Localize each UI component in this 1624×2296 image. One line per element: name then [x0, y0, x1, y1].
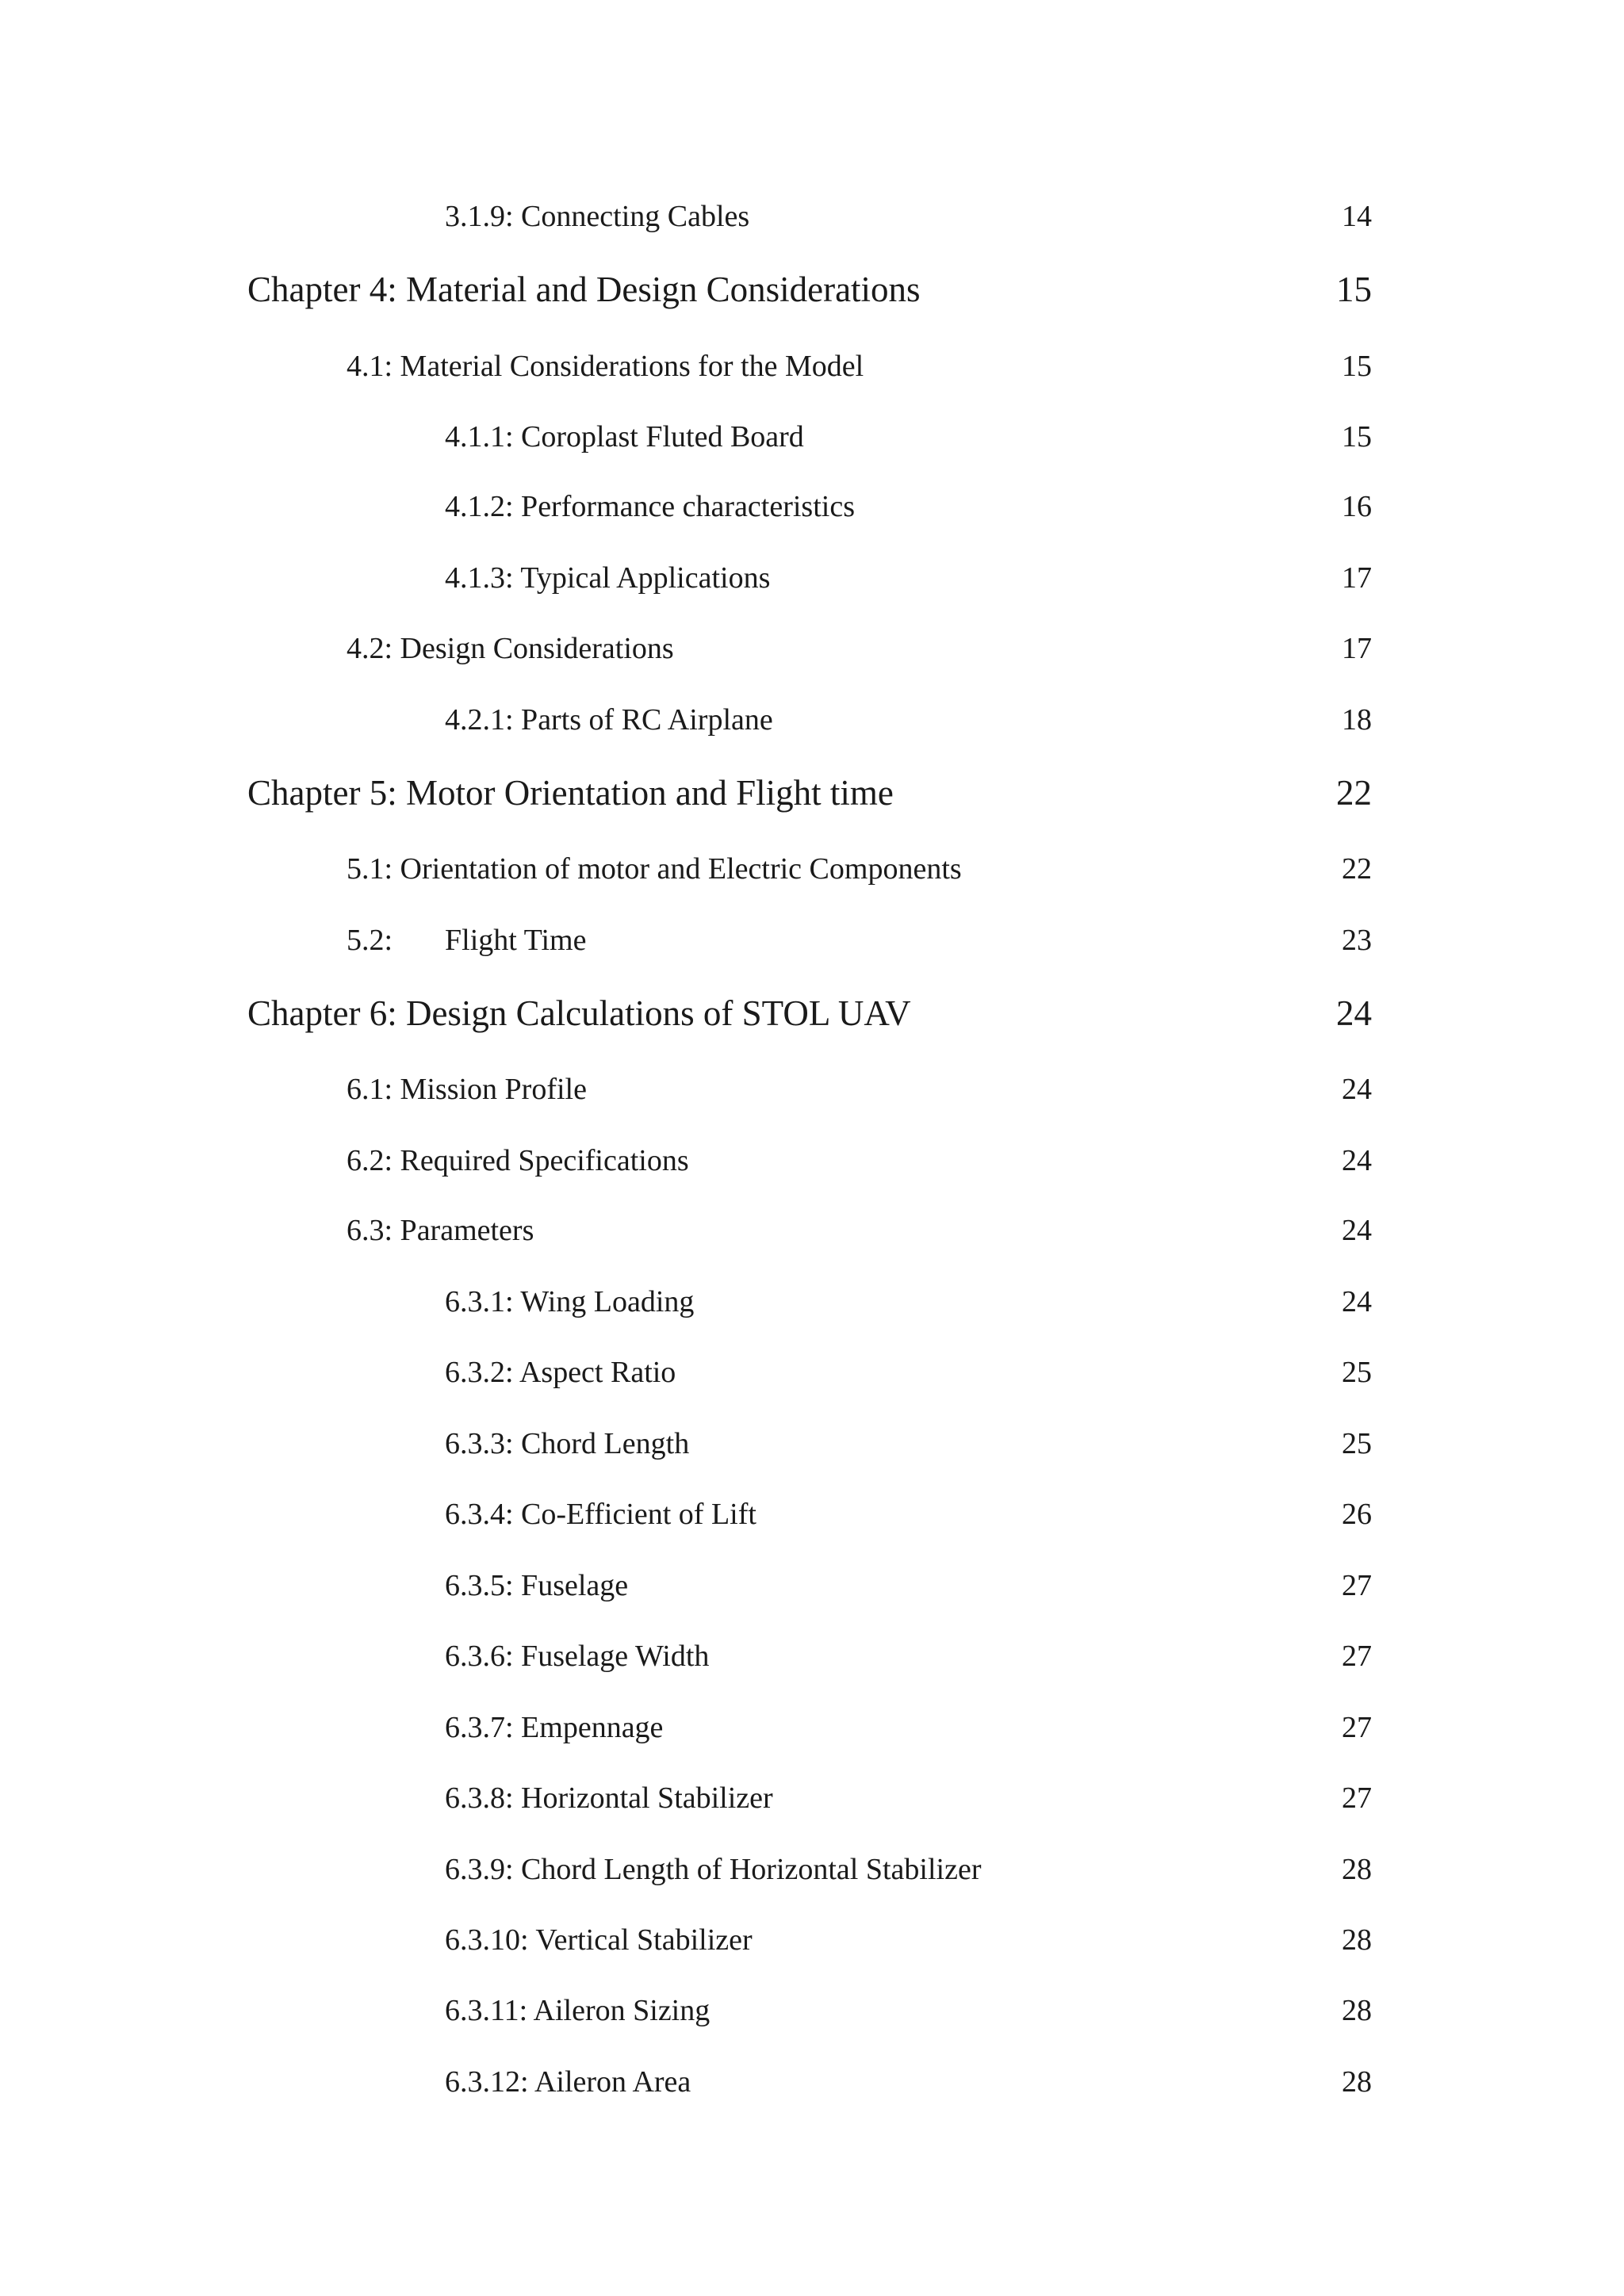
toc-page-number: 25	[1342, 1427, 1372, 1460]
toc-entry-6-3-1	[0, 1274, 1624, 1330]
toc-page-number: 17	[1342, 632, 1372, 665]
toc-page-number: 27	[1342, 1781, 1372, 1815]
toc-page-number: 18	[1342, 703, 1372, 737]
toc-page-number: 15	[1342, 420, 1372, 453]
toc-entry-label: 6.3.2: Aspect Ratio	[445, 1356, 676, 1389]
toc-entry-label: 4.1.2: Performance characteristics	[445, 490, 855, 523]
toc-entry-6-3-11	[0, 1983, 1624, 2038]
toc-entry-6-2	[0, 1133, 1624, 1188]
toc-entry-label: 3.1.9: Connecting Cables	[445, 200, 750, 233]
toc-page-number: 24	[1342, 1214, 1372, 1247]
toc-entry-label: 5.1: Orientation of motor and Electric Components	[347, 852, 962, 886]
toc-page-number: 23	[1342, 924, 1372, 957]
toc-entry-label: 6.3.11: Aileron Sizing	[445, 1994, 710, 2027]
toc-chapter-label: Chapter 5: Motor Orientation and Flight time	[247, 773, 894, 813]
toc-entry-label: 6.3.1: Wing Loading	[445, 1285, 695, 1318]
toc-entry-4-2	[0, 621, 1624, 676]
toc-entry-6-3-2	[0, 1345, 1624, 1400]
toc-entry-label: 6.3.9: Chord Length of Horizontal Stabilizer	[445, 1853, 982, 1886]
toc-entry-label: 6.2: Required Specifications	[347, 1144, 689, 1177]
toc-page-number: 24	[1342, 1073, 1372, 1106]
toc-entry-4-2-1	[0, 692, 1624, 748]
toc-entry-6-3-7	[0, 1700, 1624, 1755]
toc-entry-6-3-4	[0, 1487, 1624, 1542]
toc-entry-label: 6.3: Parameters	[347, 1214, 534, 1247]
toc-page-number: 15	[1336, 270, 1372, 309]
toc-entry-label: 4.2.1: Parts of RC Airplane	[445, 703, 773, 737]
toc-entry-label: 6.3.6: Fuselage Width	[445, 1640, 710, 1673]
toc-chapter-5	[0, 765, 1624, 821]
toc-page-number: 28	[1342, 1994, 1372, 2027]
toc-entry-label	[347, 913, 586, 968]
toc-entry-6-3-6	[0, 1628, 1624, 1684]
toc-entry-6-1	[0, 1062, 1624, 1117]
toc-page-number: 24	[1342, 1285, 1372, 1318]
toc-entry-label: 6.3.12: Aileron Area	[445, 2065, 691, 2099]
toc-entry-6-3-5	[0, 1558, 1624, 1613]
toc-page-number: 27	[1342, 1640, 1372, 1673]
toc-entry-label: 6.1: Mission Profile	[347, 1073, 587, 1106]
toc-chapter-4	[0, 262, 1624, 317]
toc-entry-5-2	[0, 913, 1624, 968]
toc-page-number: 28	[1342, 1853, 1372, 1886]
toc-entry-label: 6.3.10: Vertical Stabilizer	[445, 1923, 753, 1957]
toc-page-number: 28	[1342, 2065, 1372, 2099]
toc-entry-label: 6.3.5: Fuselage	[445, 1569, 629, 1602]
toc-entry-label: 6.3.7: Empennage	[445, 1711, 664, 1744]
toc-page-number: 26	[1342, 1498, 1372, 1531]
toc-entry-4-1-2	[0, 479, 1624, 534]
toc-entry-6-3-9	[0, 1842, 1624, 1897]
toc-chapter-6	[0, 985, 1624, 1041]
toc-page-number: 22	[1342, 852, 1372, 886]
toc-entry-4-1-3	[0, 550, 1624, 606]
toc-page-number: 27	[1342, 1711, 1372, 1744]
toc-entry-label: 4.1.1: Coroplast Fluted Board	[445, 420, 804, 453]
toc-entry-label: 4.1.3: Typical Applications	[445, 561, 771, 595]
toc-page-number: 25	[1342, 1356, 1372, 1389]
toc-entry-label: 4.2: Design Considerations	[347, 632, 674, 665]
toc-page-number: 15	[1342, 350, 1372, 383]
toc-entry-label: 6.3.8: Horizontal Stabilizer	[445, 1781, 773, 1815]
toc-entry-label: 6.3.3: Chord Length	[445, 1427, 690, 1460]
toc-entry-6-3-3	[0, 1416, 1624, 1471]
toc-entry-6-3-10	[0, 1912, 1624, 1968]
toc-page-number: 22	[1336, 773, 1372, 813]
toc-entry-6-3-8	[0, 1770, 1624, 1826]
toc-entry-5-1	[0, 841, 1624, 897]
toc-chapter-label: Chapter 4: Material and Design Considerations	[247, 270, 921, 309]
toc-entry-6-3-12	[0, 2054, 1624, 2110]
toc-page-number: 28	[1342, 1923, 1372, 1957]
toc-page-number: 16	[1342, 490, 1372, 523]
toc-entry-3-1-9	[0, 189, 1624, 244]
toc-entry-title: Flight Time	[445, 924, 587, 957]
toc-page-number: 27	[1342, 1569, 1372, 1602]
toc-page-number: 24	[1342, 1144, 1372, 1177]
toc-page-number: 17	[1342, 561, 1372, 595]
toc-page-number: 24	[1336, 993, 1372, 1033]
toc-page-number: 14	[1342, 200, 1372, 233]
toc-entry-label: 6.3.4: Co-Efficient of Lift	[445, 1498, 756, 1531]
toc-entry-number: 5.2:	[347, 924, 393, 957]
toc-entry-6-3	[0, 1203, 1624, 1258]
toc-entry-label: 4.1: Material Considerations for the Model	[347, 350, 864, 383]
toc-entry-4-1	[0, 339, 1624, 394]
toc-chapter-label: Chapter 6: Design Calculations of STOL UAV	[247, 993, 911, 1033]
toc-entry-4-1-1	[0, 409, 1624, 465]
